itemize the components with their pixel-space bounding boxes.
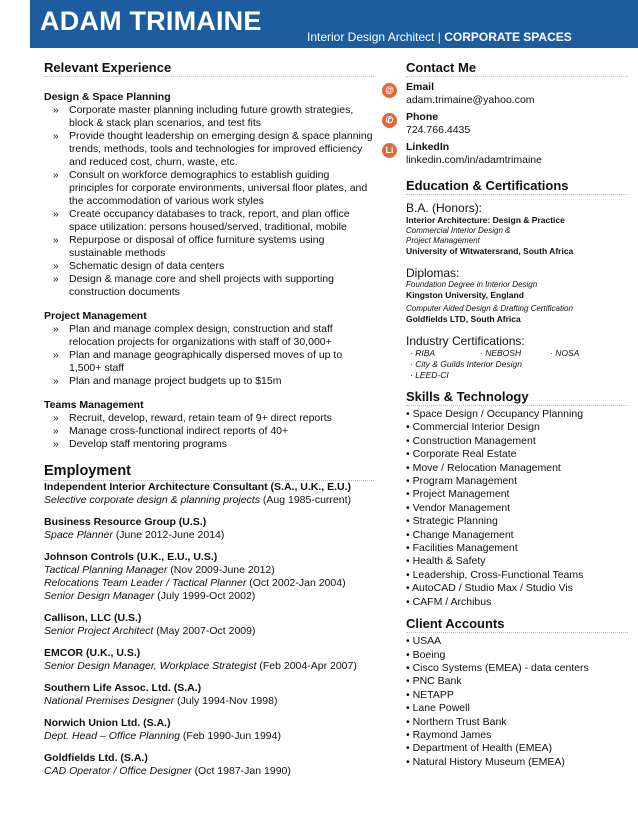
job-company: EMCOR (U.K., U.S.) (44, 647, 141, 659)
skill-item: • Space Design / Occupancy Planning (406, 408, 628, 421)
skill-item: • Corporate Real Estate (406, 448, 628, 461)
contact-linkedin (385, 141, 628, 167)
experience-bullet-list (44, 412, 374, 451)
experience-bullet: » Repurpose or disposal of office furniture systems using sustainable methods (44, 234, 374, 260)
job-role (44, 577, 374, 590)
job-entry (44, 752, 374, 778)
job-title: National Premises Designer (44, 695, 175, 707)
employment-list (44, 481, 374, 778)
skill-item: • Construction Management (406, 435, 628, 448)
diploma-1-name: Foundation Degree in Interior Design (406, 280, 538, 289)
skill-item: • Facilities Management (406, 542, 628, 555)
job-dates: (July 1994-Nov 1998) (177, 695, 278, 707)
job-entry (44, 516, 374, 542)
job-company: Goldfields Ltd. (S.A.) (44, 752, 148, 764)
experience-bullet-list (44, 323, 374, 388)
job-title: Senior Design Manager, Workplace Strategist (44, 660, 257, 672)
skills-heading: Skills & Technology (406, 389, 628, 406)
contact-value[interactable]: linkedin.com/in/adamtrimaine (406, 154, 542, 166)
skill-item: • Health & Safety (406, 555, 628, 568)
contact-label: LinkedIn (406, 141, 450, 153)
client-item: • USAA (406, 635, 628, 648)
job-entry (44, 481, 374, 507)
cert-item: · LEED-CI (410, 370, 449, 380)
job-entry (44, 682, 374, 708)
diploma-2-school: Goldfields LTD, South Africa (406, 314, 521, 324)
job-company: Callison, LLC (U.S.) (44, 612, 142, 624)
left-column (44, 60, 374, 778)
experience-bullet: » Develop staff mentoring programs (44, 438, 374, 451)
cert-item: · RIBA (410, 348, 436, 358)
client-item: • Cisco Systems (EMEA) - data centers (406, 662, 628, 675)
candidate-subtitle (307, 30, 572, 44)
job-company: Johnson Controls (U.K., E.U., U.S.) (44, 551, 218, 563)
clients-heading: Client Accounts (406, 616, 628, 633)
subtitle-role: Interior Design Architect | (307, 30, 445, 44)
job-dates: (Oct 2002-Jan 2004) (249, 577, 346, 589)
client-item: • Department of Health (EMEA) (406, 742, 628, 755)
degree-name: Interior Architecture: Design & Practice (406, 215, 565, 225)
job-entry (44, 551, 374, 603)
job-role (44, 625, 374, 638)
skill-item: • Change Management (406, 529, 628, 542)
contact-list (385, 81, 628, 167)
relevant-experience-list (44, 91, 374, 451)
contact-value[interactable]: adam.trimaine@yahoo.com (406, 94, 535, 106)
job-company: Norwich Union Ltd. (S.A.) (44, 717, 171, 729)
experience-bullet: » Manage cross-functional indirect reports of 40+ (44, 425, 374, 438)
contact-email (385, 81, 628, 107)
experience-group-title: Project Management (44, 310, 147, 322)
skill-item: • Vendor Management (406, 502, 628, 515)
skill-item: • AutoCAD / Studio Max / Studio Vis (406, 582, 628, 595)
phone-icon: ✆ (382, 113, 397, 128)
experience-bullet: » Consult on workforce demographics to establish guiding principles for corporate environments, universal floor plates, and the accommodation of various work styles (44, 169, 374, 208)
subtitle-focus: CORPORATE SPACES (444, 30, 572, 44)
diploma-1-school: Kingston University, England (406, 290, 524, 300)
contact-label: Phone (406, 111, 439, 123)
cert-item: · NEBOSH (480, 348, 522, 358)
job-role (44, 660, 374, 673)
experience-bullet-list (44, 104, 374, 299)
degree-school: University of Witwatersrand, South Africa (406, 246, 574, 256)
job-title: Dept. Head – Office Planning (44, 730, 180, 742)
client-item: • Northern Trust Bank (406, 716, 628, 729)
employment-heading: Employment (44, 463, 374, 481)
client-item: • PNC Bank (406, 675, 628, 688)
education-heading: Education & Certifications (406, 178, 628, 195)
diploma-2-name: Computer Aided Design & Drafting Certification (406, 304, 573, 313)
job-title: Tactical Planning Manager (44, 564, 168, 576)
job-role (44, 695, 374, 708)
job-role (44, 765, 374, 778)
experience-bullet: » Create occupancy databases to track, report, and plan office space utilization: persons housed/served, traditional, mobile (44, 208, 374, 234)
degree-minor-2: Project Management (406, 236, 480, 245)
job-role (44, 730, 374, 743)
industry-certs-heading: Industry Certifications: (406, 334, 525, 348)
right-column (385, 60, 628, 769)
job-entry (44, 647, 374, 673)
job-role (44, 494, 374, 507)
skill-item: • CAFM / Archibus (406, 596, 628, 609)
job-dates: (Nov 2009-June 2012) (170, 564, 275, 576)
job-role (44, 529, 374, 542)
relevant-experience-heading: Relevant Experience (44, 60, 374, 77)
skill-item: • Program Management (406, 475, 628, 488)
skill-item: • Strategic Planning (406, 515, 628, 528)
candidate-name: ADAM TRIMAINE (40, 6, 262, 36)
experience-bullet: » Schematic design of data centers (44, 260, 374, 273)
skill-item: • Commercial Interior Design (406, 421, 628, 434)
experience-group-title: Design & Space Planning (44, 91, 171, 103)
skill-item: • Project Management (406, 488, 628, 501)
client-item: • Boeing (406, 649, 628, 662)
cert-item: · City & Guilds Interior Design (410, 359, 522, 369)
email-icon: @ (382, 83, 397, 98)
experience-bullet: » Plan and manage project budgets up to $15m (44, 375, 374, 388)
job-entry (44, 612, 374, 638)
job-title: Relocations Team Leader / Tactical Planner (44, 577, 247, 589)
job-dates: (Aug 1985-current) (262, 494, 352, 506)
clients-list (406, 635, 628, 769)
experience-group-title: Teams Management (44, 399, 144, 411)
job-dates: (Oct 1987-Jan 1990) (194, 765, 291, 777)
job-entry (44, 717, 374, 743)
job-title: Selective corporate design & planning projects (44, 494, 260, 506)
client-item: • Lane Powell (406, 702, 628, 715)
industry-certs-list (406, 348, 628, 381)
client-item: • Natural History Museum (EMEA) (406, 756, 628, 769)
job-title: Senior Design Manager (44, 590, 155, 602)
job-company: Southern Life Assoc. Ltd. (S.A.) (44, 682, 202, 694)
job-title: CAD Operator / Office Designer (44, 765, 192, 777)
degree-heading: B.A. (Honors): (406, 201, 483, 215)
experience-bullet: » Recruit, develop, reward, retain team of 9+ direct reports (44, 412, 374, 425)
skill-item: • Leadership, Cross-Functional Teams (406, 569, 628, 582)
client-item: • Raymond James (406, 729, 628, 742)
degree-minor: Commercial Interior Design & (406, 226, 511, 235)
job-title: Space Planner (44, 529, 113, 541)
skill-item: • Move / Relocation Management (406, 462, 628, 475)
job-company: Business Resource Group (U.S.) (44, 516, 207, 528)
experience-bullet: » Corporate master planning including future growth strategies, block & stack plan scenarios, and test fits (44, 104, 374, 130)
job-role (44, 590, 374, 603)
experience-bullet: » Plan and manage geographically dispersed moves of up to 1,500+ staff (44, 349, 374, 375)
skills-list (406, 408, 628, 609)
linkedin-icon: Li (382, 143, 397, 158)
job-dates: (June 2012-June 2014) (115, 529, 225, 541)
contact-label: Email (406, 81, 435, 93)
job-dates: (Feb 1990-Jun 1994) (182, 730, 281, 742)
experience-bullet: » Design & manage core and shell projects with supporting construction documents (44, 273, 374, 299)
header-banner (30, 0, 638, 48)
job-dates: (May 2007-Oct 2009) (156, 625, 256, 637)
job-dates: (July 1999-Oct 2002) (157, 590, 256, 602)
cert-item: · NOSA (550, 348, 580, 358)
contact-phone (385, 111, 628, 137)
contact-value[interactable]: 724.766.4435 (406, 124, 471, 136)
job-role (44, 564, 374, 577)
experience-bullet: » Provide thought leadership on emerging design & space planning trends, methods, tools and technologies for improved efficiency and reduced cost, churn, waste, etc. (44, 130, 374, 169)
job-title: Senior Project Architect (44, 625, 154, 637)
job-company: Independent Interior Architecture Consultant (S.A., U.K., E.U.) (44, 481, 352, 493)
job-dates: (Feb 2004-Apr 2007) (259, 660, 357, 672)
experience-bullet: » Plan and manage complex design, construction and staff relocation projects for organizations with staff of 30,000+ (44, 323, 374, 349)
client-item: • NETAPP (406, 689, 628, 702)
diplomas-heading: Diplomas: (406, 266, 460, 280)
contact-heading: Contact Me (406, 60, 628, 77)
